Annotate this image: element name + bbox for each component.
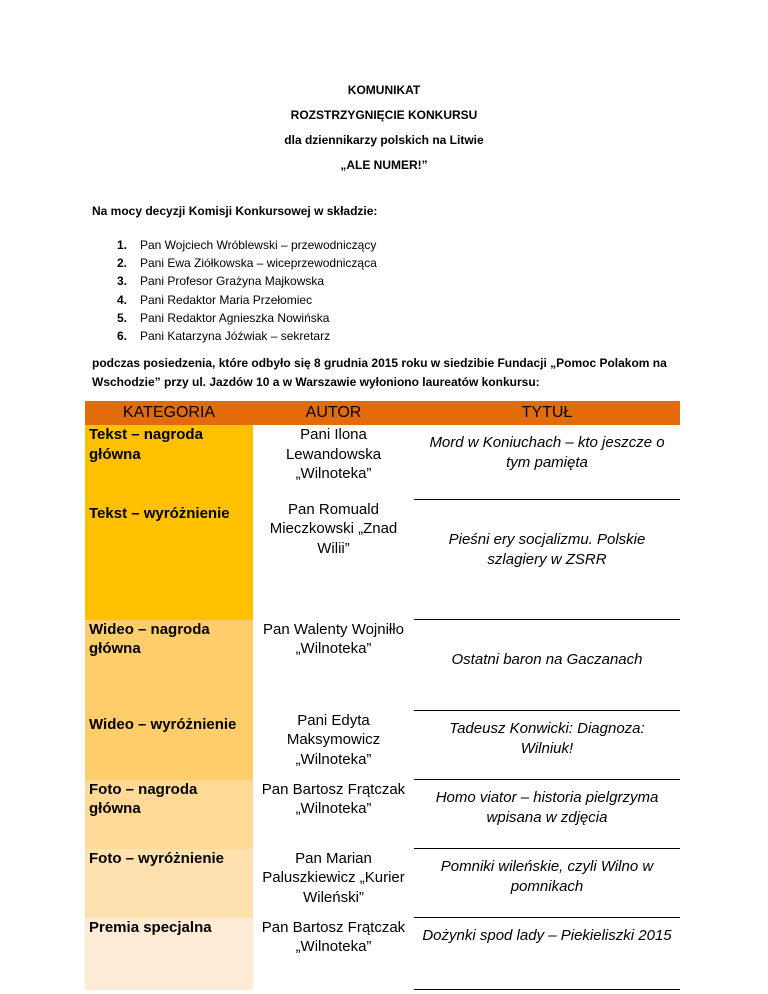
category-cell: Foto – wyróżnienie (85, 849, 253, 918)
title-cell: Homo viator – historia pielgrzyma wpisana w zdjęcia (414, 780, 680, 849)
member-number: 5. (117, 310, 128, 325)
member-text: Pani Redaktor Agnieszka Nowińska (140, 310, 330, 325)
table-row (85, 918, 680, 990)
member-item (92, 272, 377, 290)
table-row (85, 849, 680, 918)
title-cell: Tadeusz Konwicki: Diagnoza: Wilniuk! (414, 711, 680, 780)
table-row (85, 780, 680, 849)
category-cell: Tekst – wyróżnienie (85, 500, 253, 620)
member-text: Pani Katarzyna Jóźwiak – sekretarz (140, 328, 331, 343)
contest-name: „ALE NUMER!” (340, 158, 428, 172)
member-item (92, 309, 377, 327)
table-row (85, 425, 680, 500)
member-item (92, 327, 377, 345)
doc-audience: dla dziennikarzy polskich na Litwie (284, 133, 484, 147)
member-item (92, 291, 377, 309)
title-cell: Dożynki spod lady – Piekieliszki 2015 (414, 918, 680, 990)
title-cell: Pieśni ery socjalizmu. Polskie szlagiery w ZSRR (414, 500, 680, 620)
session-statement: podczas posiedzenia, które odbyło się 8 grudnia 2015 roku w siedzibie Fundacji „Pomoc Polakom na Wschodzie” przy ul. Jazdów 10 a w Warszawie wyłoniono laureatów konkursu: (92, 356, 667, 389)
table-row (85, 620, 680, 711)
title-cell: Ostatni baron na Gaczanach (414, 620, 680, 711)
header-category: KATEGORIA (85, 401, 253, 425)
author-cell: Pan Romuald Mieczkowski „Znad Wilii” (269, 500, 398, 557)
member-text: Pani Redaktor Maria Przełomiec (140, 292, 313, 307)
category-cell: Premia specjalna (85, 918, 253, 990)
commission-members-list (92, 236, 377, 345)
doc-title: KOMUNIKAT (347, 83, 421, 97)
author-cell: Pan Bartosz Frątczak „Wilnoteka” (261, 780, 406, 817)
member-text: Pani Ewa Ziółkowska – wiceprzewodnicząca (140, 256, 377, 271)
title-cell: Pomniki wileńskie, czyli Wilno w pomnikach (414, 849, 680, 918)
member-number: 2. (117, 256, 128, 271)
member-number: 1. (117, 238, 128, 252)
category-cell: Wideo – nagroda główna (85, 620, 253, 711)
header-title: TYTUŁ (414, 401, 680, 425)
table-header-row (85, 401, 680, 425)
member-number: 3. (117, 274, 128, 289)
member-number: 6. (117, 328, 128, 343)
header-author: AUTOR (253, 401, 414, 425)
category-cell: Wideo – wyróżnienie (85, 711, 253, 780)
commission-intro: Na mocy decyzji Komisji Konkursowej w składzie: (92, 204, 378, 218)
member-number: 4. (117, 292, 128, 307)
author-cell: Pan Bartosz Frątczak „Wilnoteka” (261, 918, 406, 955)
author-cell: Pani Edyta Maksymowicz „Wilnoteka” (286, 711, 381, 768)
doc-subtitle: ROZSTRZYGNIĘCIE KONKURSU (290, 108, 478, 122)
table-row (85, 500, 680, 620)
author-cell: Pani Ilona Lewandowska „Wilnoteka” (285, 426, 382, 482)
member-text: Pani Profesor Grażyna Majkowska (140, 274, 325, 289)
table-row (85, 711, 680, 780)
category-cell: Foto – nagroda główna (85, 780, 253, 849)
author-cell: Pan Marian Paluszkiewicz „Kurier Wileński” (262, 849, 405, 906)
category-cell: Tekst – nagroda główna (85, 425, 253, 500)
member-item (92, 254, 377, 272)
title-cell: Mord w Koniuchach – kto jeszcze o tym pamięta (414, 425, 680, 500)
results-table (85, 401, 680, 990)
member-item (92, 236, 377, 254)
author-cell: Pan Walenty Wojniłło „Wilnoteka” (263, 620, 404, 657)
member-text: Pan Wojciech Wróblewski – przewodniczący (140, 238, 377, 252)
